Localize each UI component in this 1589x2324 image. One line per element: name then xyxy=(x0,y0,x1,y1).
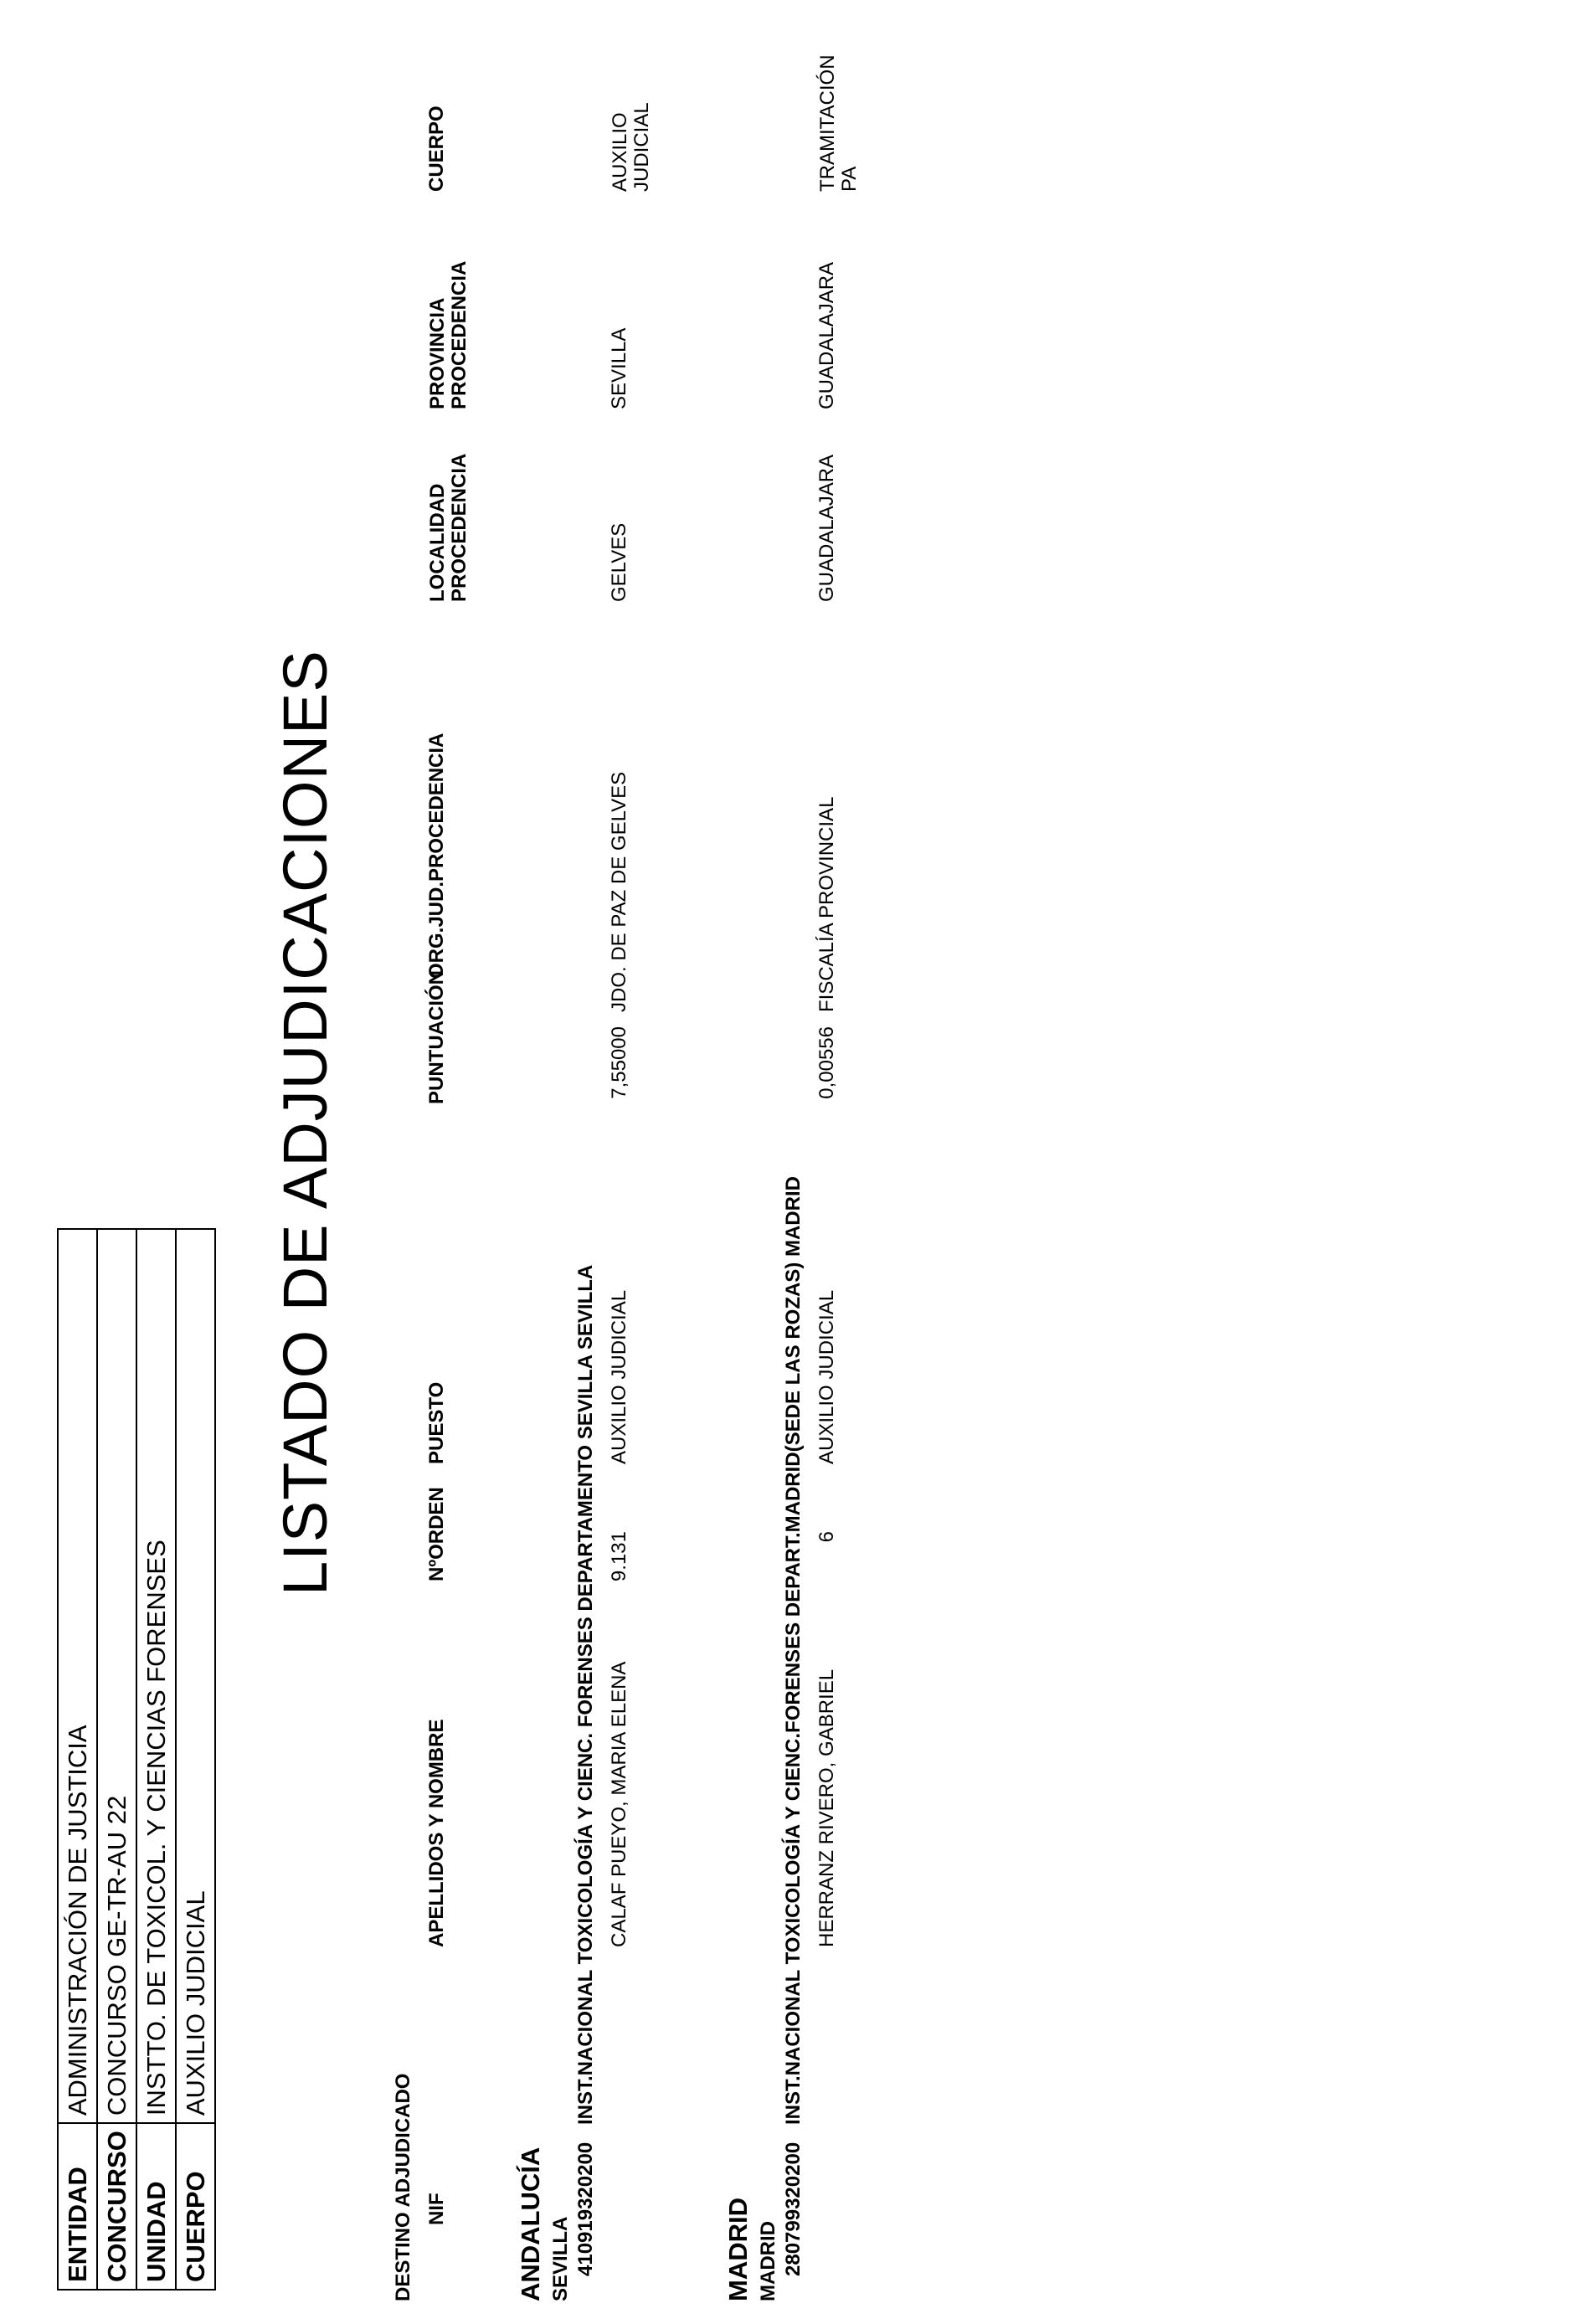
info-label: CONCURSO xyxy=(97,2123,136,2290)
header-puesto: PUESTO xyxy=(425,1381,448,1464)
row-cuerpo: AUXILIO JUDICIAL xyxy=(609,102,653,192)
row-cuerpo: TRAMITACIÓN PA xyxy=(816,54,861,192)
header-puntuacion: PUNTUACIÓN xyxy=(425,970,448,1104)
row-name: HERRANZ RIVERO, GABRIEL xyxy=(815,1668,838,1947)
header-apellidos: APELLIDOS Y NOMBRE xyxy=(425,1719,448,1947)
region-heading: ANDALUCÍA xyxy=(516,2147,545,2301)
row-provincia: SEVILLA xyxy=(608,327,630,409)
header-nif: NIF xyxy=(425,2193,448,2225)
province-heading: MADRID xyxy=(757,2221,779,2301)
unit-name: INST.NACIONAL TOXICOLOGÍA Y CIENC. FORENSES DEPARTAMENTO SEVILLA SEVILLA xyxy=(574,1264,597,2125)
info-table xyxy=(57,1228,216,2291)
row-orgjud: JDO. DE PAZ DE GELVES xyxy=(608,771,630,1012)
row-orden: 9.131 xyxy=(608,1531,630,1582)
header-destino: DESTINO ADJUDICADO xyxy=(392,2073,414,2301)
page-title: LISTADO DE ADJUDICACIONES xyxy=(270,650,340,1596)
info-row-unidad xyxy=(136,1229,176,2290)
header-localidad: LOCALIDAD PROCEDENCIA xyxy=(426,453,471,602)
row-puesto: AUXILIO JUDICIAL xyxy=(608,1289,630,1464)
unit-code: 410919320200 xyxy=(574,2141,597,2276)
unit-code: 280799320200 xyxy=(782,2141,805,2276)
info-value: ADMINISTRACIÓN DE JUSTICIA xyxy=(58,1229,97,2123)
row-puntuacion: 0,00556 xyxy=(815,1026,838,1099)
row-localidad: GUADALAJARA xyxy=(815,454,838,602)
header-orden: NºORDEN xyxy=(425,1487,448,1581)
row-orgjud: FISCALÍA PROVINCIAL xyxy=(815,796,838,1012)
header-orgjud: ORG.JUD.PROCEDENCIA xyxy=(425,733,448,979)
row-name: CALAF PUEYO, MARIA ELENA xyxy=(608,1661,630,1947)
info-row-entidad xyxy=(58,1229,97,2290)
province-heading: SEVILLA xyxy=(549,2216,572,2301)
row-provincia: GUADALAJARA xyxy=(815,261,838,409)
info-label: UNIDAD xyxy=(136,2123,176,2290)
info-row-concurso xyxy=(97,1229,136,2290)
row-orden: 6 xyxy=(815,1531,838,1543)
info-label: CUERPO xyxy=(176,2123,215,2290)
header-provincia: PROVINCIA PROCEDENCIA xyxy=(426,260,471,409)
info-value: AUXILIO JUDICIAL xyxy=(176,1229,215,2123)
info-label: ENTIDAD xyxy=(58,2123,97,2290)
row-puesto: AUXILIO JUDICIAL xyxy=(815,1289,838,1464)
info-row-cuerpo xyxy=(176,1229,215,2290)
region-heading: MADRID xyxy=(723,2198,753,2301)
row-puntuacion: 7,55000 xyxy=(608,1026,630,1099)
row-localidad: GELVES xyxy=(608,522,630,602)
info-value: INSTTO. DE TOXICOL. Y CIENCIAS FORENSES xyxy=(136,1229,176,2123)
info-value: CONCURSO GE-TR-AU 22 xyxy=(97,1229,136,2123)
unit-name: INST.NACIONAL TOXICOLOGÍA Y CIENC.FORENSES DEPART.MADRID(SEDE LAS ROZAS) MADRID xyxy=(782,1176,805,2125)
header-cuerpo: CUERPO xyxy=(425,105,448,192)
